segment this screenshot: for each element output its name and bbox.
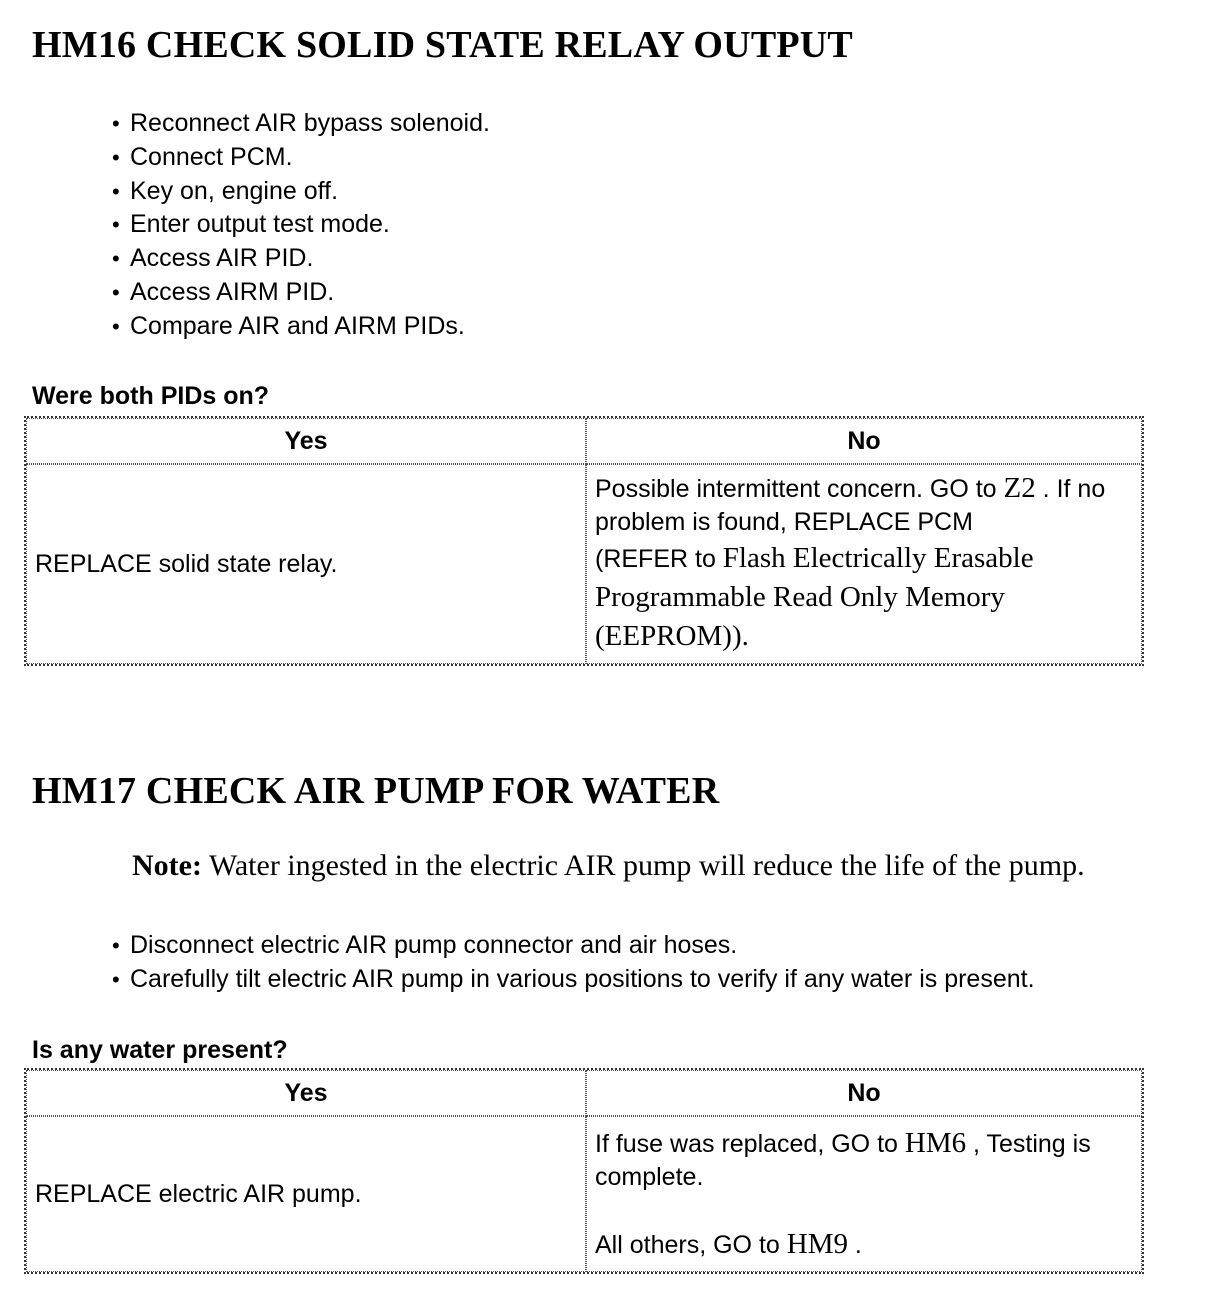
step-text: Access AIR PID. bbox=[130, 244, 314, 273]
link-z2[interactable]: Z2 bbox=[1003, 472, 1036, 504]
yes-header: Yes bbox=[26, 418, 586, 464]
hm16-question: Were both PIDs on? bbox=[32, 382, 270, 410]
list-item bbox=[112, 242, 490, 276]
bullet-icon: • bbox=[112, 246, 120, 272]
list-item bbox=[112, 141, 490, 175]
no-text-part: . bbox=[847, 1230, 862, 1259]
step-text: Connect PCM. bbox=[130, 142, 293, 171]
list-item bbox=[112, 929, 1035, 963]
step-text: Disconnect electric AIR pump connector and air hoses. bbox=[130, 931, 738, 959]
list-item bbox=[112, 276, 490, 310]
no-cell bbox=[586, 464, 1142, 664]
no-action-text bbox=[595, 1127, 1133, 1194]
no-text-part: ). bbox=[731, 620, 749, 652]
step-text: Compare AIR and AIRM PIDs. bbox=[130, 311, 465, 340]
step-text: Enter output test mode. bbox=[130, 210, 390, 239]
no-text-part: , Testing is complete. bbox=[595, 1129, 1091, 1191]
yes-header: Yes bbox=[26, 1070, 586, 1116]
yes-action-text: REPLACE electric AIR pump. bbox=[35, 1179, 362, 1208]
table-row bbox=[26, 464, 1142, 664]
bullet-icon: • bbox=[112, 933, 120, 958]
no-action-reference bbox=[595, 539, 1133, 656]
step-text: Carefully tilt electric AIR pump in various positions to verify if any water is present. bbox=[130, 964, 1035, 993]
no-cell bbox=[586, 1116, 1142, 1272]
yes-action-text: REPLACE solid state relay. bbox=[35, 549, 338, 578]
yes-cell bbox=[26, 1116, 586, 1272]
hm17-result-table bbox=[24, 1068, 1144, 1274]
hm16-step-list bbox=[112, 107, 490, 344]
note-label: Note: bbox=[132, 849, 202, 882]
list-item bbox=[112, 208, 490, 242]
bullet-icon: • bbox=[112, 313, 120, 339]
bullet-icon: • bbox=[112, 144, 120, 170]
no-text-part: If fuse was replaced, GO to bbox=[595, 1129, 905, 1158]
link-hm9[interactable]: HM9 bbox=[786, 1227, 848, 1260]
bullet-icon: • bbox=[112, 178, 120, 204]
no-action-text-2 bbox=[595, 1228, 1133, 1262]
link-eeprom[interactable]: Flash Electrically Erasable Programmable Read Only Memory (EEPROM) bbox=[595, 542, 1034, 652]
list-item bbox=[112, 963, 1035, 997]
list-item bbox=[112, 310, 490, 344]
no-text-part: (REFER to bbox=[595, 545, 723, 573]
hm17-question: Is any water present? bbox=[32, 1036, 288, 1064]
no-action-text bbox=[595, 472, 1133, 539]
step-text: Reconnect AIR bypass solenoid. bbox=[130, 109, 490, 137]
table-header-row bbox=[26, 418, 1142, 464]
hm17-step-list bbox=[112, 929, 1035, 997]
hm17-note bbox=[132, 851, 1085, 881]
bullet-icon: • bbox=[112, 111, 120, 136]
hm16-title: HM16 CHECK SOLID STATE RELAY OUTPUT bbox=[32, 24, 853, 66]
no-text-part: . If no problem is found, REPLACE PCM bbox=[595, 475, 1106, 536]
yes-cell bbox=[26, 464, 586, 664]
link-hm6[interactable]: HM6 bbox=[904, 1126, 967, 1159]
note-text: Water ingested in the electric AIR pump will reduce the life of the pump. bbox=[208, 849, 1085, 882]
table-header-row bbox=[26, 1070, 1142, 1116]
no-header: No bbox=[586, 1070, 1142, 1116]
bullet-icon: • bbox=[112, 966, 120, 992]
hm17-title: HM17 CHECK AIR PUMP FOR WATER bbox=[32, 770, 720, 812]
bullet-icon: • bbox=[112, 212, 120, 238]
list-item bbox=[112, 107, 490, 141]
hm16-result-table bbox=[24, 416, 1144, 666]
step-text: Access AIRM PID. bbox=[130, 277, 335, 306]
step-text: Key on, engine off. bbox=[130, 176, 339, 205]
table-row bbox=[26, 1116, 1142, 1272]
no-text-part: Possible intermittent concern. GO to bbox=[595, 475, 1004, 503]
bullet-icon: • bbox=[112, 279, 120, 305]
list-item bbox=[112, 175, 490, 209]
no-header: No bbox=[586, 418, 1142, 464]
no-text-part: All others, GO to bbox=[595, 1230, 787, 1259]
